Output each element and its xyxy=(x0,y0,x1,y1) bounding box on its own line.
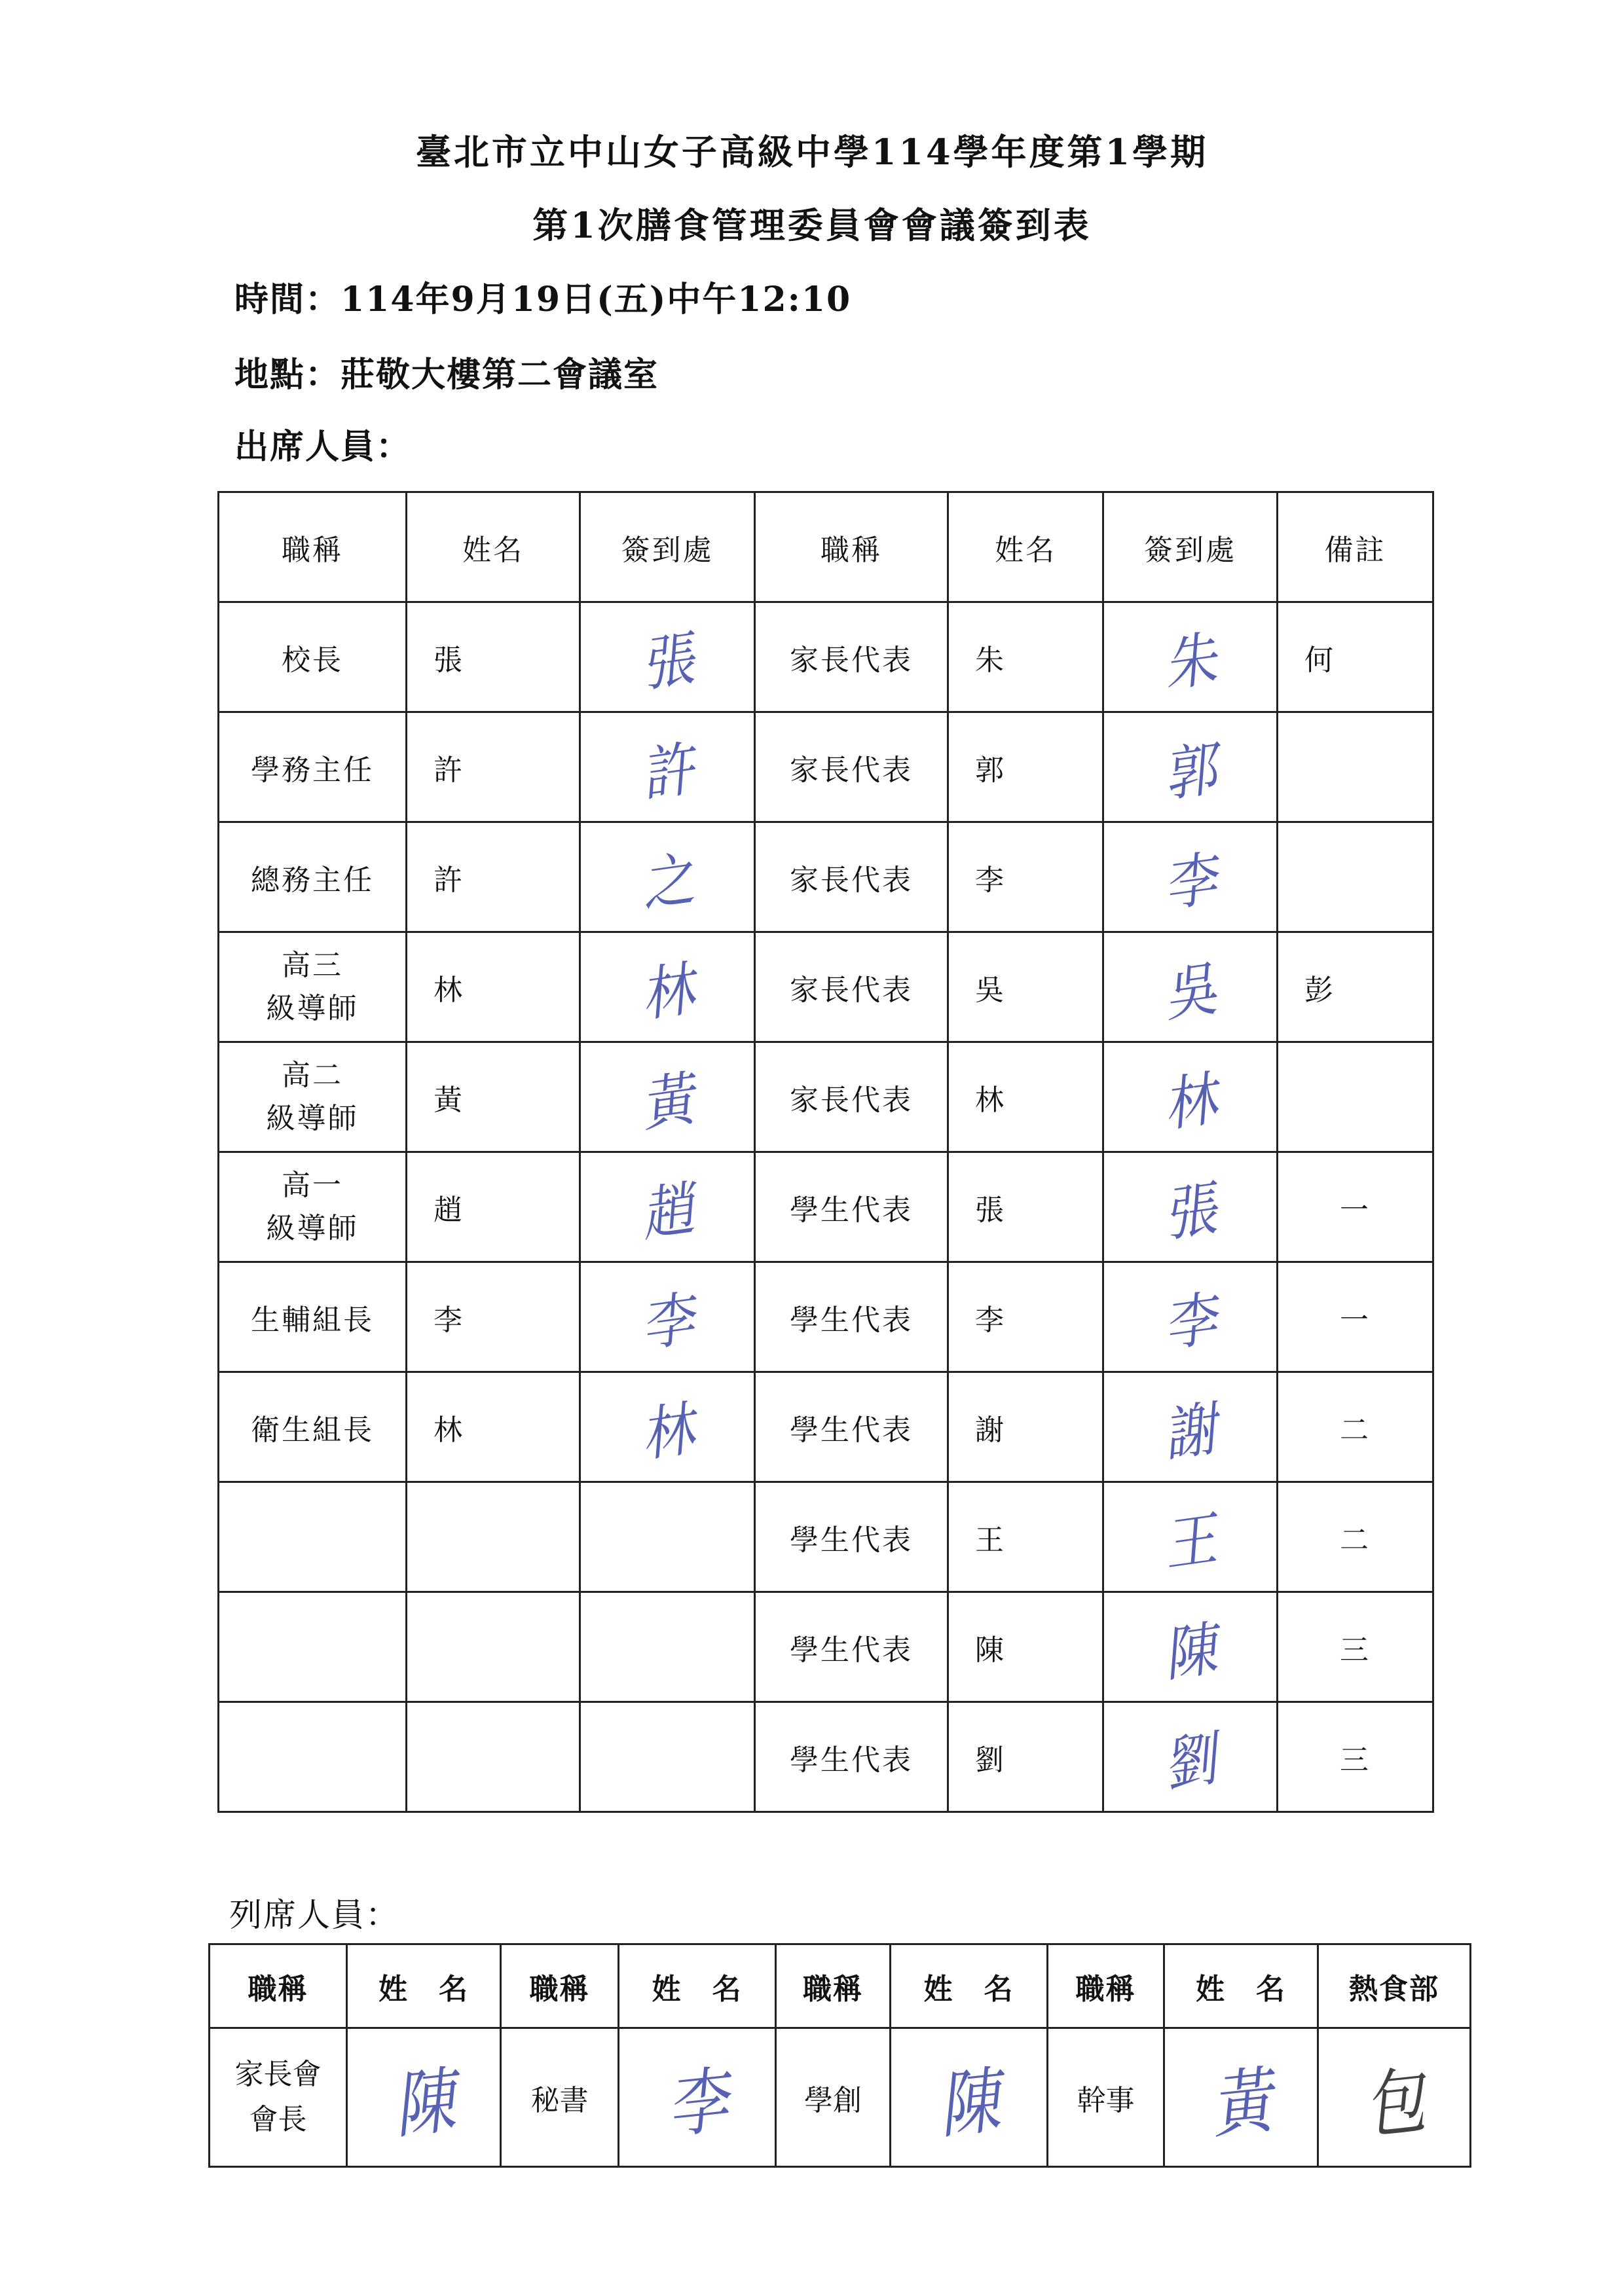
signature-cell xyxy=(580,1262,755,1372)
title-cell: 學生代表 xyxy=(755,1152,948,1262)
signature-cell xyxy=(1103,1042,1278,1152)
table-header-row xyxy=(219,492,1433,602)
name-cell: 劉 xyxy=(948,1702,1103,1812)
empty-cell xyxy=(219,1702,407,1812)
empty-cell xyxy=(219,1592,407,1702)
title-cell: 學生代表 xyxy=(755,1702,948,1812)
header-cell: 職稱 xyxy=(501,1944,619,2028)
title-cell: 幹事 xyxy=(1048,2028,1164,2167)
observers-label: 列席人員： xyxy=(229,1896,399,1934)
signature-cell xyxy=(1103,1482,1278,1592)
title-cell: 學生代表 xyxy=(755,1262,948,1372)
document-title: 臺北市立中山女子高級中學114學年度第1學期 xyxy=(415,131,1209,173)
name-cell: 李 xyxy=(407,1262,580,1372)
title-cell xyxy=(219,932,407,1042)
table-row xyxy=(219,822,1433,932)
signature: 朱 xyxy=(1159,624,1223,700)
name-cell: 郭 xyxy=(948,712,1103,822)
signature: 林 xyxy=(636,954,700,1030)
title-line: 家長會 xyxy=(234,2058,322,2092)
signature: 包 xyxy=(1360,2058,1430,2149)
observers-table xyxy=(208,1943,1471,2168)
title-cell: 家長代表 xyxy=(755,932,948,1042)
signature-cell xyxy=(1103,712,1278,822)
signature-cell xyxy=(580,712,755,822)
signature-cell xyxy=(580,1152,755,1262)
table-row xyxy=(219,1042,1433,1152)
observers-header-row xyxy=(210,1944,1471,2028)
note-cell xyxy=(1278,822,1433,932)
header-cell: 熱食部 xyxy=(1318,1944,1471,2028)
title-cell: 學生代表 xyxy=(755,1592,948,1702)
name-cell: 林 xyxy=(948,1042,1103,1152)
signature: 林 xyxy=(1159,1064,1223,1140)
table-row xyxy=(219,1262,1433,1372)
header-cell: 姓名 xyxy=(948,492,1103,602)
name-cell: 李 xyxy=(948,822,1103,932)
name-cell: 張 xyxy=(407,602,580,712)
header-cell: 職稱 xyxy=(210,1944,347,2028)
name-cell: 謝 xyxy=(948,1372,1103,1482)
header-cell: 職稱 xyxy=(755,492,948,602)
title-line: 級導師 xyxy=(266,1211,359,1245)
empty-cell xyxy=(580,1482,755,1592)
signature: 張 xyxy=(1159,1174,1223,1250)
title-line: 高一 xyxy=(282,1168,343,1202)
signature-cell xyxy=(580,1372,755,1482)
empty-cell xyxy=(580,1592,755,1702)
signature-cell xyxy=(580,932,755,1042)
empty-cell xyxy=(407,1702,580,1812)
signature-cell xyxy=(1103,1152,1278,1262)
title-cell: 學生代表 xyxy=(755,1482,948,1592)
note-cell: 二 xyxy=(1278,1372,1433,1482)
title-cell: 學創 xyxy=(776,2028,891,2167)
signature: 陳 xyxy=(1159,1614,1223,1690)
observers-row xyxy=(210,2028,1471,2167)
signature: 之 xyxy=(636,844,700,920)
title-cell xyxy=(219,1152,407,1262)
signature: 林 xyxy=(636,1394,700,1470)
name-cell: 許 xyxy=(407,822,580,932)
title-line: 會長 xyxy=(249,2102,307,2136)
signature: 劉 xyxy=(1159,1724,1223,1800)
signature-cell xyxy=(1103,1702,1278,1812)
meeting-location: 地點：莊敬大樓第二會議室 xyxy=(234,355,659,395)
signature: 李 xyxy=(1159,1284,1223,1360)
header-cell: 職稱 xyxy=(1048,1944,1164,2028)
header-cell: 姓 名 xyxy=(891,1944,1048,2028)
title-cell: 學生代表 xyxy=(755,1372,948,1482)
header-cell: 備註 xyxy=(1278,492,1433,602)
table-row xyxy=(219,602,1433,712)
table-row xyxy=(219,712,1433,822)
signature-cell xyxy=(1103,1262,1278,1372)
signature-cell xyxy=(619,2028,776,2167)
table-row xyxy=(219,1372,1433,1482)
signature-cell xyxy=(1103,1372,1278,1482)
signature-cell xyxy=(1103,822,1278,932)
title-cell: 總務主任 xyxy=(219,822,407,932)
signature-cell xyxy=(1103,932,1278,1042)
empty-cell xyxy=(407,1482,580,1592)
note-cell: 彭 xyxy=(1278,932,1433,1042)
name-cell: 陳 xyxy=(948,1592,1103,1702)
title-line: 高三 xyxy=(282,948,343,982)
signature-cell xyxy=(347,2028,501,2167)
header-cell: 姓名 xyxy=(407,492,580,602)
signature-cell xyxy=(1103,1592,1278,1702)
title-cell: 校長 xyxy=(219,602,407,712)
signature-cell xyxy=(1103,602,1278,712)
signature: 張 xyxy=(636,624,700,700)
signature: 謝 xyxy=(1159,1394,1223,1470)
empty-cell xyxy=(219,1482,407,1592)
note-cell: 何 xyxy=(1278,602,1433,712)
title-line: 級導師 xyxy=(266,991,359,1025)
header-cell: 簽到處 xyxy=(580,492,755,602)
name-cell: 林 xyxy=(407,932,580,1042)
note-cell: 一 xyxy=(1278,1262,1433,1372)
signature: 吳 xyxy=(1159,954,1223,1030)
title-cell: 生輔組長 xyxy=(219,1262,407,1372)
meeting-time: 時間：114年9月19日(五)中午12:10 xyxy=(234,280,852,319)
table-row xyxy=(219,932,1433,1042)
table-row xyxy=(219,1482,1433,1592)
title-cell: 家長代表 xyxy=(755,822,948,932)
signature: 李 xyxy=(663,2058,732,2149)
title-cell: 家長代表 xyxy=(755,602,948,712)
name-cell: 朱 xyxy=(948,602,1103,712)
header-cell: 簽到處 xyxy=(1103,492,1278,602)
header-cell: 職稱 xyxy=(776,1944,891,2028)
title-cell: 家長代表 xyxy=(755,712,948,822)
signature: 許 xyxy=(636,734,700,810)
signature: 趙 xyxy=(636,1174,700,1250)
signature-cell xyxy=(1164,2028,1318,2167)
signature: 黃 xyxy=(1207,2058,1276,2149)
signature: 郭 xyxy=(1159,734,1223,810)
signature: 陳 xyxy=(934,2058,1004,2149)
note-cell xyxy=(1278,712,1433,822)
title-cell: 家長代表 xyxy=(755,1042,948,1152)
name-cell: 林 xyxy=(407,1372,580,1482)
signature: 王 xyxy=(1159,1504,1223,1580)
name-cell: 吳 xyxy=(948,932,1103,1042)
table-row xyxy=(219,1592,1433,1702)
title-cell: 衛生組長 xyxy=(219,1372,407,1482)
header-cell: 姓 名 xyxy=(619,1944,776,2028)
signature: 黃 xyxy=(636,1064,700,1140)
title-cell: 秘書 xyxy=(501,2028,619,2167)
title-cell xyxy=(210,2028,347,2167)
signature-cell xyxy=(580,822,755,932)
title-line: 高二 xyxy=(282,1058,343,1092)
table-row xyxy=(219,1702,1433,1812)
note-cell xyxy=(1278,1042,1433,1152)
title-cell: 學務主任 xyxy=(219,712,407,822)
empty-cell xyxy=(580,1702,755,1812)
signature-cell xyxy=(1318,2028,1471,2167)
header-cell: 職稱 xyxy=(219,492,407,602)
name-cell: 王 xyxy=(948,1482,1103,1592)
signature-cell xyxy=(891,2028,1048,2167)
attendees-label: 出席人員： xyxy=(234,427,412,467)
empty-cell xyxy=(407,1592,580,1702)
signature-cell xyxy=(580,1042,755,1152)
name-cell: 許 xyxy=(407,712,580,822)
signature: 陳 xyxy=(390,2058,459,2149)
name-cell: 李 xyxy=(948,1262,1103,1372)
attendance-table xyxy=(217,491,1434,1813)
name-cell: 黃 xyxy=(407,1042,580,1152)
signature: 李 xyxy=(1159,844,1223,920)
table-row xyxy=(219,1152,1433,1262)
note-cell: 一 xyxy=(1278,1152,1433,1262)
name-cell: 張 xyxy=(948,1152,1103,1262)
note-cell: 三 xyxy=(1278,1702,1433,1812)
signature: 李 xyxy=(636,1284,700,1360)
note-cell: 三 xyxy=(1278,1592,1433,1702)
header-cell: 姓 名 xyxy=(347,1944,501,2028)
document-subtitle: 第1次膳食管理委員會會議簽到表 xyxy=(532,204,1092,246)
header-cell: 姓 名 xyxy=(1164,1944,1318,2028)
note-cell: 二 xyxy=(1278,1482,1433,1592)
title-cell xyxy=(219,1042,407,1152)
title-line: 級導師 xyxy=(266,1101,359,1135)
name-cell: 趙 xyxy=(407,1152,580,1262)
signature-cell xyxy=(580,602,755,712)
